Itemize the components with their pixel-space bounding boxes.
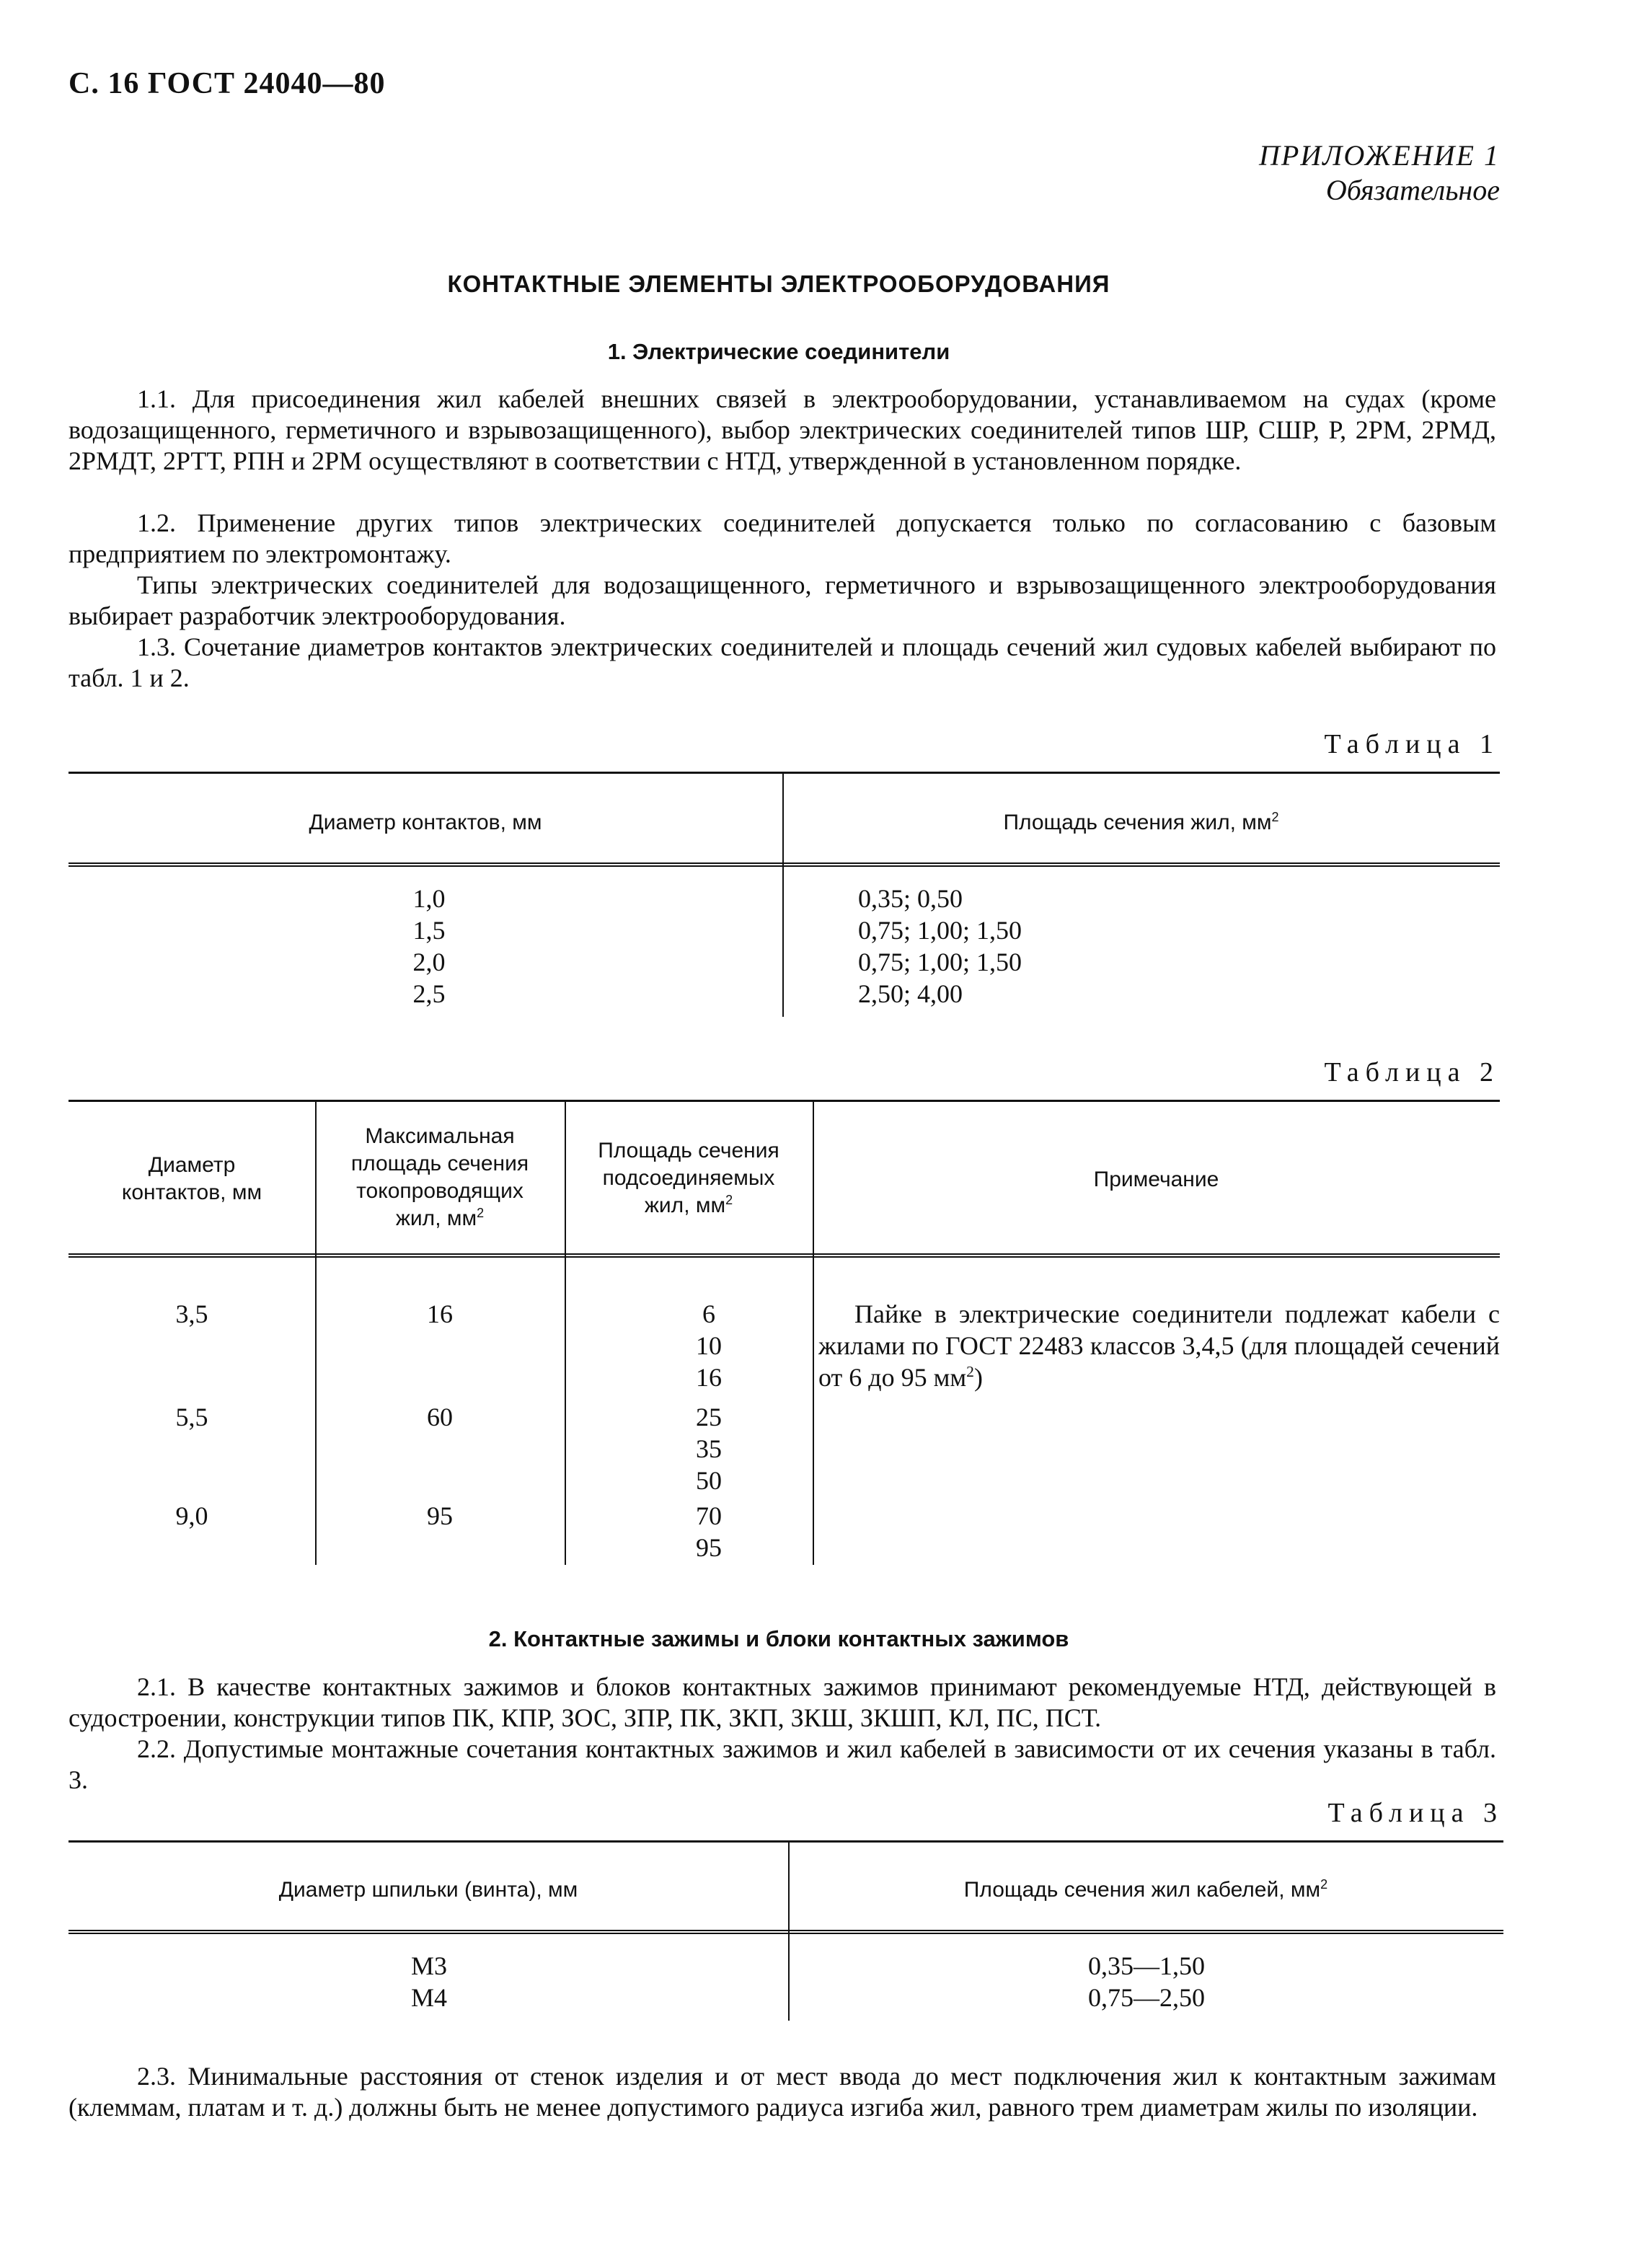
table-2-cell: 10 (696, 1331, 722, 1360)
table-1-cell: 0,35; 0,50 (858, 884, 963, 913)
paragraph-1-2: 1.2. Применение других типов электрических соединителей допускается только по согласованию с базовым предприятием по электромонтажу. (69, 508, 1496, 568)
table-2-header-max-section: Максимальная площадь сечения токопроводящих жил, $мм^2$ (350, 1124, 529, 1230)
table-2-cell: 95 (427, 1501, 453, 1530)
paragraph-1-1: 1.1. Для присоединения жил кабелей внешних связей в электрооборудовании, устанавливаемом на судах (кроме водозащищенного, герметичного и взрывозащищенного), выбор электрических соединителей типов ШР, СШР, Р, 2РМ, 2РМД, 2РМДТ, 2РТТ, РПН и 2РМ осуществляют в соответствии с НТД, утвержденной в установленном порядке. (69, 384, 1496, 475)
appendix-label (1259, 138, 1500, 208)
table-3-cell: 0,35—1,50 (1088, 1951, 1205, 1980)
appendix-number: ПРИЛОЖЕНИЕ 1 (1259, 139, 1500, 172)
section-2-title: 2. Контактные зажимы и блоки контактных зажимов (488, 1626, 1069, 1651)
table-2-cell: 50 (696, 1466, 722, 1495)
paragraph-2-1: 2.1. В качестве контактных зажимов и блоков контактных зажимов принимают рекомендуемые НТД, действующей в судостроении, конструкции типов ПК, КПР, ЗОС, ЗПР, ПК, ЗКП, ЗКШ, ЗКШП, КЛ, ПС, ПСТ. (69, 1672, 1496, 1732)
table-2-cell: 6 (702, 1300, 715, 1328)
table-1-header-rule (69, 862, 1500, 867)
table-1-diameter-column (357, 883, 501, 1010)
table-3-header-section: Площадь сечения жил кабелей, $мм^2$ (963, 1877, 1328, 1902)
table-3-section-column (1002, 1950, 1291, 2013)
paragraph-1-3: 1.3. Сочетание диаметров контактов электрических соединителей и площадь сечений жил судовых кабелей выбирают по табл. 1 и 2. (69, 632, 1496, 692)
paragraph-1-2b: Типы электрических соединителей для водозащищенного, герметичного и взрывозащищенного электрооборудования выбирает разработчик электрооборудования. (69, 570, 1496, 630)
table-2-sections-group (637, 1500, 781, 1563)
table-3-cell: М3 (410, 1951, 447, 1980)
paragraph-2-2: 2.2. Допустимые монтажные сочетания контактных зажимов и жил кабелей в зависимости от их сечения указаны в табл. 3. (69, 1734, 1496, 1794)
table-3-header-stud: Диаметр шпильки (винта), мм (278, 1878, 578, 1902)
table-1-cell: 2,5 (412, 979, 446, 1008)
table-1-cell: 1,0 (412, 884, 446, 913)
table-2-caption: Таблица 2 (1324, 1057, 1500, 1087)
table-3-top-rule (69, 1840, 1503, 1843)
table-1-cell: 0,75; 1,00; 1,50 (858, 916, 1022, 945)
table-3-stud-column (357, 1950, 501, 2013)
paragraph-2-3: 2.3. Минимальные расстояния от стенок изделия и от мест ввода до мест подключения жил к контактным зажимам (клеммам, платам и т. д.) должны быть не менее допустимого радиуса изгиба жил, равного трем диаметрам жилы по изоляции. (69, 2062, 1496, 2122)
table-1-header-diameter: Диаметр контактов, мм (309, 811, 542, 834)
table-2-sections-group (637, 1401, 781, 1496)
table-2-cell: 16 (696, 1363, 722, 1392)
table-2-note: Пайке в электрические соединители подлежат кабели с жилами по ГОСТ 22483 классов 3,4,5 (для площадей сечений от 6 до 95 $мм^2$) (818, 1300, 1500, 1392)
table-1-caption: Таблица 1 (1324, 729, 1500, 759)
page-header: С. 16 ГОСТ 24040—80 (69, 67, 386, 100)
table-3-cell: М4 (410, 1983, 447, 2012)
table-2-header-rule (69, 1253, 1500, 1258)
table-2-sections-group (637, 1298, 781, 1393)
table-2-cell: 16 (427, 1300, 453, 1328)
section-1-title: 1. Электрические соединители (607, 339, 950, 364)
table-1-column-divider (782, 772, 784, 1017)
table-1-cell: 1,5 (412, 916, 446, 945)
table-2-header-note: Примечание (1093, 1168, 1219, 1191)
table-3-cell: 0,75—2,50 (1088, 1983, 1205, 2012)
table-2-cell: 60 (427, 1403, 453, 1431)
table-3-header-rule (69, 1930, 1503, 1934)
table-1-top-rule (69, 772, 1500, 774)
appendix-status: Обязательное (1325, 174, 1500, 206)
table-2-cell: 25 (696, 1403, 722, 1431)
table-1-header-section: Площадь сечения жил, $мм^2$ (1003, 810, 1279, 834)
table-2-cell: 3,5 (175, 1300, 208, 1328)
table-2-header-diameter: Диаметр контактов, мм (121, 1153, 262, 1204)
appendix-title: КОНТАКТНЫЕ ЭЛЕМЕНТЫ ЭЛЕКТРООБОРУДОВАНИЯ (447, 270, 1110, 297)
table-1-section-column (858, 883, 1219, 1010)
table-1-cell: 2,50; 4,00 (858, 979, 963, 1008)
table-1-cell: 2,0 (412, 948, 446, 976)
table-2-top-rule (69, 1100, 1500, 1102)
table-2-header-connected-section: Площадь сечения подсоединяемых жил, $мм^2$ (598, 1139, 779, 1217)
table-1-cell: 0,75; 1,00; 1,50 (858, 948, 1022, 976)
table-2-cell: 70 (696, 1501, 722, 1530)
table-2-cell: 35 (696, 1434, 722, 1463)
table-2-cell: 5,5 (175, 1403, 208, 1431)
table-2-cell: 9,0 (175, 1501, 208, 1530)
table-2-cell: 95 (696, 1533, 722, 1562)
table-3-caption: Таблица 3 (1327, 1798, 1503, 1828)
